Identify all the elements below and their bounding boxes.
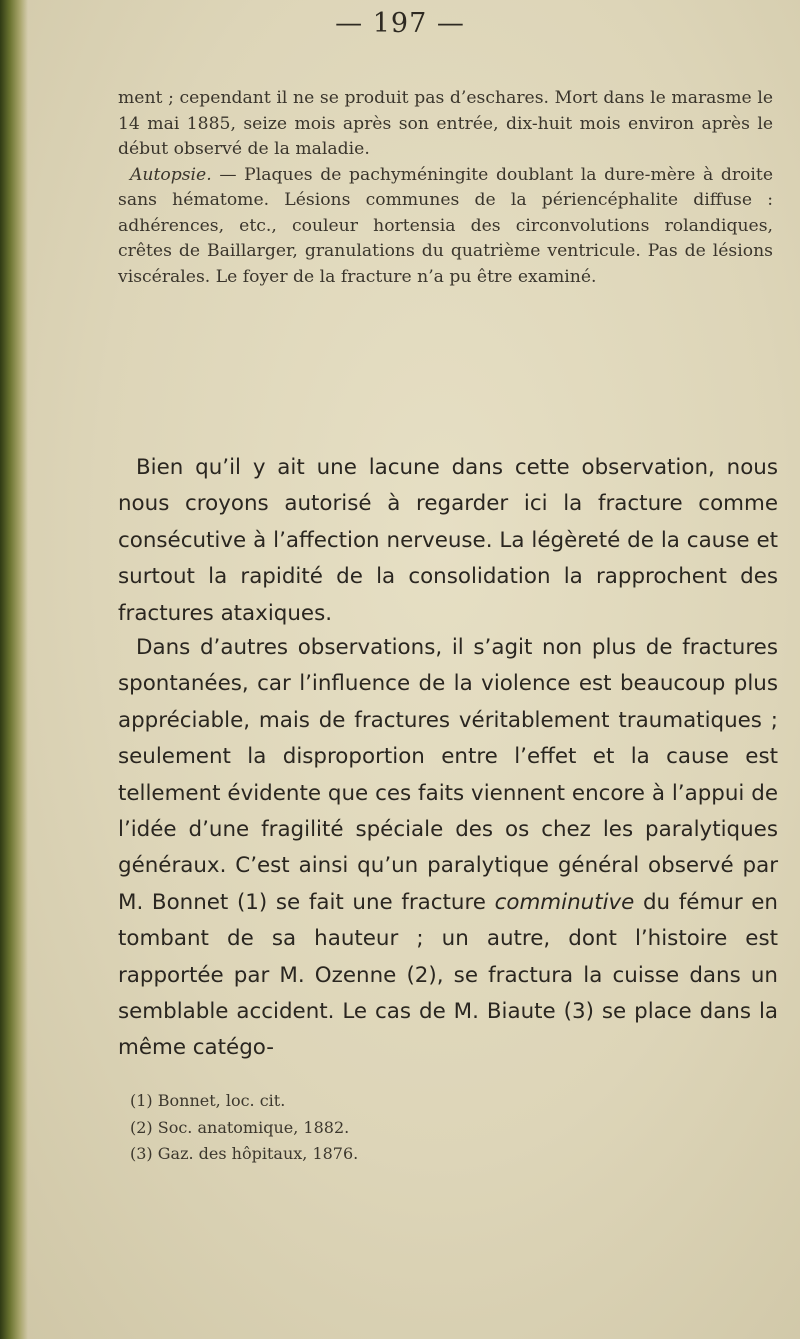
commentary-paragraph-1 [118, 450, 778, 632]
footnote-3: (3) Gaz. des hôpitaux, 1876. [130, 1144, 359, 1163]
paragraph-1-text: Bien qu’il y ait une lacune dans cette observation, nous nous croyons autorisé à regarder ici la fracture comme consécutive à l’affection nerveuse. La légèreté de la cause et surtout la rapidité de la consolidation la rapprochent des fractures ataxiques. [118, 455, 778, 626]
observation-text-1: ment ; cependant il ne se produit pas d’eschares. Mort dans le marasme le 14 mai 1885, seize mois après son entrée, dix-huit mois environ après le début observé de la maladie. [118, 88, 773, 159]
paragraph-2-italic: comminutive [494, 889, 635, 915]
footnote-2: (2) Soc. anatomique, 1882. [130, 1117, 350, 1137]
page-number: — 197 — [335, 8, 465, 39]
footnote-1: (1) Bonnet, loc. cit. [130, 1091, 286, 1110]
commentary-paragraph-2 [118, 630, 778, 1067]
footnotes [130, 1088, 730, 1168]
book-spine-shadow [0, 0, 28, 1339]
paragraph-2-text-2: du fémur en tombant de sa hauteur ; un autre, dont l’histoire est rapportée par M. Ozenne (2), se fractura la cuisse dans un semblable accident. Le cas de M. Biaute (3) se place dans la même catégo- [118, 889, 778, 1061]
paragraph-2-text-1: Dans d’autres observations, il s’agit non plus de fractures spontanées, car l’influence de la violence est beaucoup plus appréciable, mais de fractures véritablement traumatiques ; seulement la disproportion entre l’effet et la cause est tellement évidente que ces faits viennent encore à l’appui de l’idée d’une fragilité spéciale des os chez les paralytiques généraux. C’est ainsi qu’un paralytique général observé par M. Bonnet (1) se fait une fracture [118, 635, 778, 915]
observation-text-2: — Plaques de pachyméningite doublant la dure-mère à droite sans hématome. Lésions communes de la périencéphalite diffuse : adhérences, etc., couleur hortensia des circonvolutions rolandiques, crêtes de Baillarger, granulations du quatrième ventricule. Pas de lésions viscérales. Le foyer de la fracture n’a pu être examiné. [118, 164, 773, 287]
observation-paragraph [118, 86, 773, 290]
autopsy-label: Autopsie. [130, 164, 212, 185]
